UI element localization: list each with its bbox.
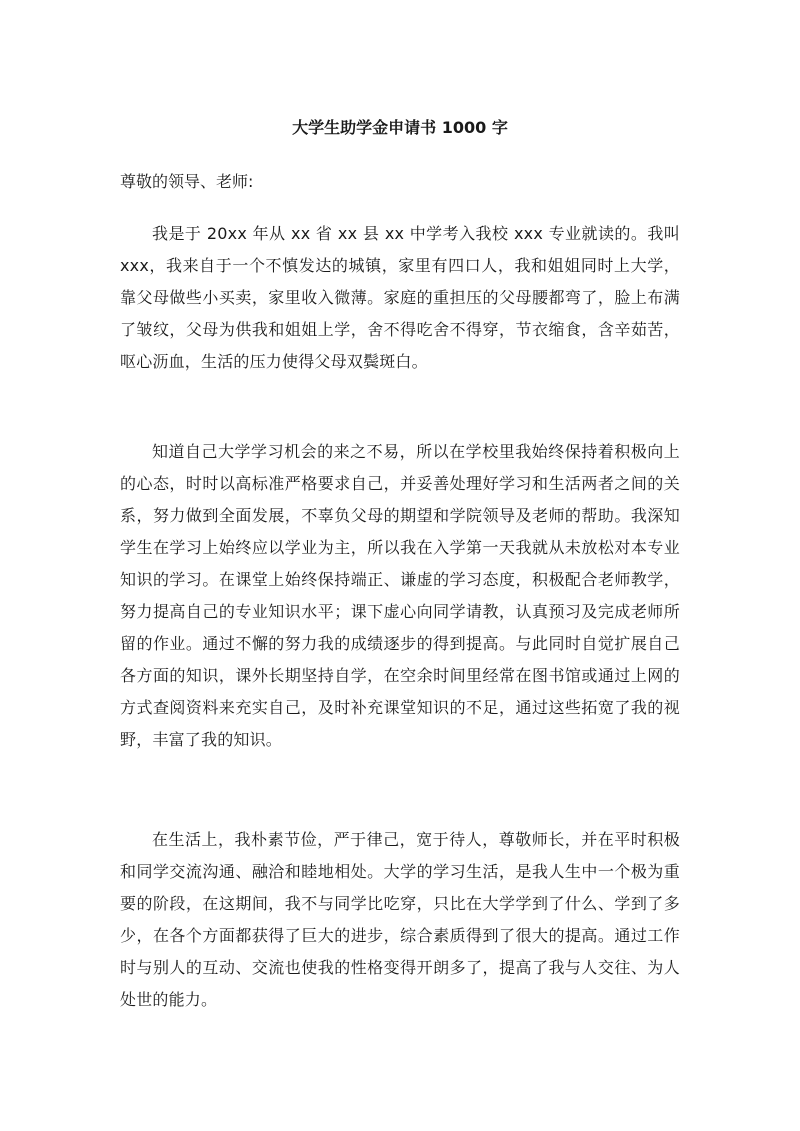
salutation: 尊敬的领导、老师:	[120, 172, 254, 191]
paragraph-1: 我是于 20xx 年从 xx 省 xx 县 xx 中学考入我校 xxx 专业就读的。我叫 xxx，我来自于一个不慎发达的城镇，家里有四口人，我和姐姐同时上大学，靠父母做些小买卖，家里收入微薄。家庭的重担压的父母腰都弯了，脸上布满了皱纹，父母为供我和姐姐上学，舍不得吃舍不得穿，节衣缩食，含辛茹苦，呕心沥血，生活的压力使得父母双鬓斑白。	[120, 224, 680, 371]
document-title: 大学生助学金申请书 1000 字	[292, 118, 508, 137]
paragraph-3: 在生活上，我朴素节俭，严于律己，宽于待人，尊敬师长，并在平时积极和同学交流沟通、融洽和睦地相处。大学的学习生活，是我人生中一个极为重要的阶段，在这期间，我不与同学比吃穿，只比在大学学到了什么、学到了多少，在各个方面都获得了巨大的进步，综合素质得到了很大的提高。通过工作时与别人的互动、交流也使我的性格变得开朗多了，提高了我与人交往、为人处世的能力。	[120, 830, 680, 1009]
paragraph-2: 知道自己大学学习机会的来之不易，所以在学校里我始终保持着积极向上的心态，时时以高标准严格要求自己，并妥善处理好学习和生活两者之间的关系，努力做到全面发展，不辜负父母的期望和学院领导及老师的帮助。我深知学生在学习上始终应以学业为主，所以我在入学第一天我就从未放松对本专业知识的学习。在课堂上始终保持端正、谦虚的学习态度，积极配合老师教学，努力提高自己的专业知识水平；课下虚心向同学请教，认真预习及完成老师所留的作业。通过不懈的努力我的成绩逐步的得到提高。与此同时自觉扩展自己各方面的知识，课外长期坚持自学，在空余时间里经常在图书馆或通过上网的方式查阅资料来充实自己，及时补充课堂知识的不足，通过这些拓宽了我的视野，丰富了我的知识。	[120, 442, 680, 749]
